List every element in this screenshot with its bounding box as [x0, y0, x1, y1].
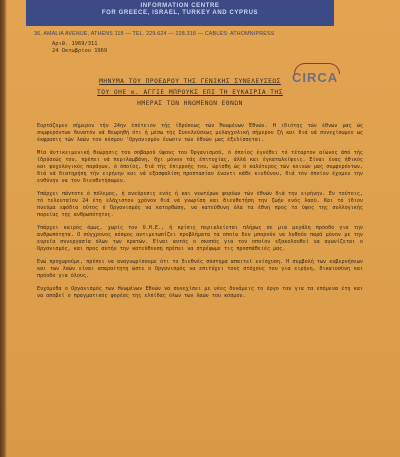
body-paragraph-6: Ευχόμεθα ο Οργανισμός των Ηνωμένων Εθνών να συνεχίσει με νέες δυνάμεις το έργο του για τα επόμενα έτη και να αποβεί ο πραγματικός φορέας της ελπίδας όλων των λαών του κόσμου.	[37, 286, 363, 299]
reference-number: Αριθ. 1969/311	[52, 41, 98, 47]
letterhead-line-2: FOR GREECE, ISRAEL, TURKEY AND CYPRUS	[101, 10, 259, 16]
page-shadow-edge	[0, 0, 7, 457]
heading-line-1: ΜΗΝΥΜΑ ΤΟΥ ΠΡΟΕΔΡΟΥ ΤΗΣ ΓΕΝΙΚΗΣ ΣΥΝΕΛΕΥΣΕΩΣ	[99, 78, 281, 85]
document-body	[37, 123, 363, 306]
letterhead-address: 36, AMALIA AVENUE, ATHENS 118 — TEL. 229.624 — 228.318 — CABLES: ATHOMNIPRESS	[34, 31, 275, 37]
letterhead-band	[26, 0, 334, 26]
body-paragraph-2: Μία άντικειμενική θεώρησις του σοβαρού ύφους του Όργανισμού, ό όποίος έγνέθει τό τέταρτον αίώνος άπό τής ίδρύσεώς του, πρέπει νά περιλαμβάνη, δχι μόνον τάς έπιτυχίας, άλλά και έγκαταλείψεις. Είναι ένας ήθικός και ψυχολογικός παράγων, ό όποίος, διά τής έπιρροής του, ώρίσθη ώς ό καλύτερος τών κοινών μας συμφερόντων, διά νά διατηρήση τήν ειρήνην και νά εξασφαλίση προστασίαν έναντι κάθε κινδύνου, διά τόν όποίον έχομεν την ευθύνην να τον διευθετήσωμεν.	[37, 150, 363, 184]
heading-line-3: ΗΜΕΡΑΣ ΤΩΝ ΗΝΩΜΕΝΩΝ ΕΘΝΩΝ	[137, 100, 243, 107]
letterhead-line-1: INFORMATION CENTRE	[140, 3, 220, 9]
body-paragraph-3: Υπάρχει πάντοτε ό πόλεμος, ή ανεύρεσις ενός ή και νεωτέρων φορέων τών έθνών διά την ειρήνην. Εν τούτοις, τό τελευταίον 24 έτη ελάχιστον χρόνον διά νά γνωρίση και διευθετήση την ζωήν ενός λαού. Και τό ίδιον πνεύμα εφόδια ούτος ό Όργανισμός να κατορθώση, να κατεύθυνη όλα τα έθνη προς το ύψος της συλλογικής πορείας της ανθρωπότητος.	[37, 191, 363, 218]
circa-stamp-text: CIRCA	[292, 70, 339, 85]
heading-line-2: ΤΟΥ ΟΗΕ κ. ΑΓΓΙΕ ΜΠΡΟΥΚΣ ΕΠΙ ΤΗ ΕΥΚΑΙΡΙΑ ΤΗΣ	[97, 89, 283, 96]
body-paragraph-5: Ενώ προχωρούμε, πρέπει να αναγνωρίσουμε ότι το διεθνές σύστημα απαιτεί ενίσχυση. Η συμβολή των κυβερνήσεων και των λαών είναι απαραίτητη ώστε ο Οργανισμός να επιτύχει τους στόχους του για ειρήνη, δικαιοσύνη και πρόοδο για όλους.	[37, 259, 363, 279]
document-headings	[40, 76, 340, 109]
body-paragraph-1: Εορτάζομεν σήμερον τήν 24ην έπέτειον τής ίδρύσεως τών Ήνωμένων Έθνών. Η ιδιότης τών έθνών μας ώς συμφερόντων δυνατόν νά θεωρηθή ότι ή μέσω τής Συνελεύσεως μελαγχολική σήμερον ζή και διά νά συνεχίσωμεν ως έκφρασις τών λαών του κόσμου 'Οργανισμόν ένωσιν τών έθνών μας έξελίσσεται.	[37, 123, 363, 143]
reference-block	[52, 41, 107, 55]
reference-date: 24 Οκτωβρίου 1969	[52, 48, 108, 54]
body-paragraph-4: Υπάρχει καιρός όμως, χωρίς τον Ο.Η.Ε., ή κρίσις περικλείεται πλήρως σε μια μεγάλη πρόοδο για την ανθρωπότητα. Ο σύγχρονος κόσμος αντιμετωπίζει προβλήματα τα οποία δεν μπορούν να λυθούν παρά μόνον με την ευρεία συνεργασία όλων των κρατών. Είναι αυτός ο σκοπός για τον οποίον εξακολουθεί να αγωνίζεται ο Οργανισμός, και προς αυτήν την κατεύθυνση πρέπει να στρέψωμε τις προσπάθειές μας.	[37, 225, 363, 252]
